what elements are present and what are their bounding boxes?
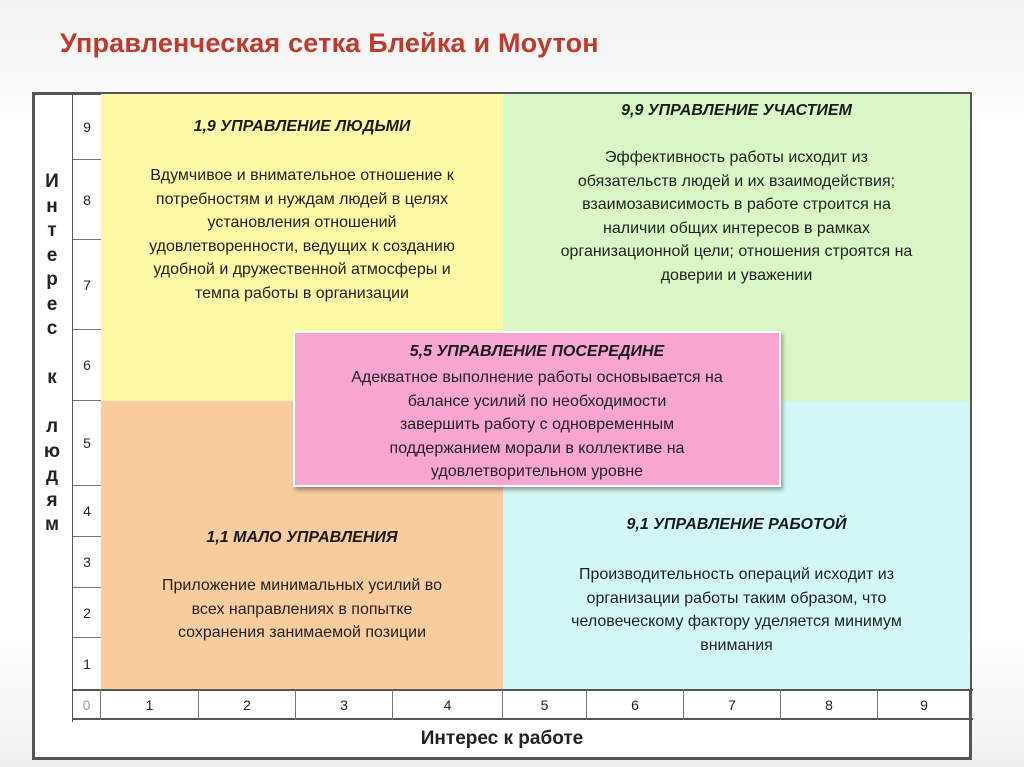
text-line: Приложение минимальных усилий во [162, 577, 442, 594]
y-label-letter: д [45, 465, 59, 486]
text-line: доверии и уважении [660, 266, 813, 284]
y-label-letter: я [46, 489, 58, 511]
y-label-letter: е [46, 293, 58, 315]
x-tick: 1 [101, 689, 199, 720]
quadrant-5-5 [293, 331, 781, 487]
text-line: наличии общих интересов в рамках [603, 219, 870, 237]
y-label-letter: к [47, 367, 57, 388]
y-axis-label [34, 170, 70, 538]
text-line: завершить работу с одновременным [399, 416, 675, 433]
quadrant-text [109, 574, 495, 645]
text-line: Эффективность работы исходит из [605, 149, 868, 166]
quadrant-text [507, 146, 966, 287]
text-line: Вдумчивое и внимательное отношение к [150, 167, 454, 184]
x-tick: 7 [684, 689, 781, 720]
quadrant-title: 9,9 УПРАВЛЕНИЕ УЧАСТИЕМ [621, 102, 852, 119]
y-tick: 6 [73, 330, 101, 401]
y-tick: 9 [73, 94, 101, 160]
y-tick: 4 [73, 486, 101, 537]
text-line: Адекватное выполнение работы основывается на [351, 369, 723, 386]
x-tick: 6 [587, 689, 684, 720]
y-label-letter: н [46, 195, 58, 217]
y-label-letter: И [45, 171, 59, 192]
page-title: Управленческая сетка Блейка и Моутон [60, 28, 599, 58]
text-line: установления отношений [207, 214, 397, 231]
x-tick: 8 [781, 689, 878, 720]
quadrant-text [507, 563, 966, 657]
y-tick: 8 [73, 160, 101, 240]
text-line: взаимозависимость в работе строится на [582, 196, 891, 213]
text-line: потребностям и нуждам людей в целях [155, 190, 449, 208]
text-line: обязательств людей и их взаимодействия; [577, 172, 896, 190]
y-tick: 5 [73, 401, 101, 486]
quadrant-title: 9,1 УПРАВЛЕНИЕ РАБОТОЙ [626, 516, 847, 533]
text-line: удовлетворенности, ведущих к созданию [149, 237, 455, 255]
y-label-letter: ю [43, 440, 61, 462]
y-label-letter: т [47, 220, 57, 241]
quadrant-text [309, 366, 765, 484]
x-tick: 5 [503, 689, 587, 720]
y-label-letter: р [46, 269, 58, 290]
quadrant-title: 1,9 УПРАВЛЕНИЕ ЛЮДЬМИ [193, 118, 411, 135]
x-tick: 9 [920, 696, 928, 713]
text-line: сохранения занимаемой позиции [177, 624, 427, 641]
x-tick: 4 [393, 689, 503, 720]
y-tick: 1 [83, 655, 91, 672]
text-line: организационной цели; отношения строятся на [560, 243, 913, 260]
quadrant-text [109, 164, 495, 305]
y-tick: 2 [73, 588, 101, 638]
text-line: внимания [700, 636, 773, 654]
x-axis-label: Интерес к работе [420, 728, 584, 749]
text-line: балансе усилий по необходимости [407, 392, 667, 410]
y-label-letter: с [46, 318, 58, 339]
y-label-letter: л [45, 416, 59, 437]
text-line: человеческому фактору уделяется минимум [571, 613, 902, 630]
quadrant-title: 1,1 МАЛО УПРАВЛЕНИЯ [206, 529, 398, 546]
x-tick: 3 [296, 689, 393, 720]
y-label-letter: м [44, 514, 60, 535]
text-line: удобной и дружественной атмосферы и [153, 261, 451, 278]
text-line: организации работы таким образом, что [586, 589, 887, 607]
y-tick: 3 [73, 537, 101, 588]
x-tick: 2 [199, 689, 296, 720]
y-tick: 7 [73, 240, 101, 330]
text-line: удовлетворительном уровне [430, 463, 644, 480]
text-line: всех направлениях в попытке [191, 600, 413, 618]
text-line: поддержанием морали в коллективе на [389, 439, 685, 457]
text-line: Производительность операций исходит из [578, 566, 895, 583]
quadrant-title: 5,5 УПРАВЛЕНИЕ ПОСЕРЕДИНЕ [409, 343, 665, 360]
text-line: темпа работы в организации [194, 284, 409, 302]
y-label-letter: е [46, 244, 58, 266]
x-tick: 0 [73, 689, 101, 720]
